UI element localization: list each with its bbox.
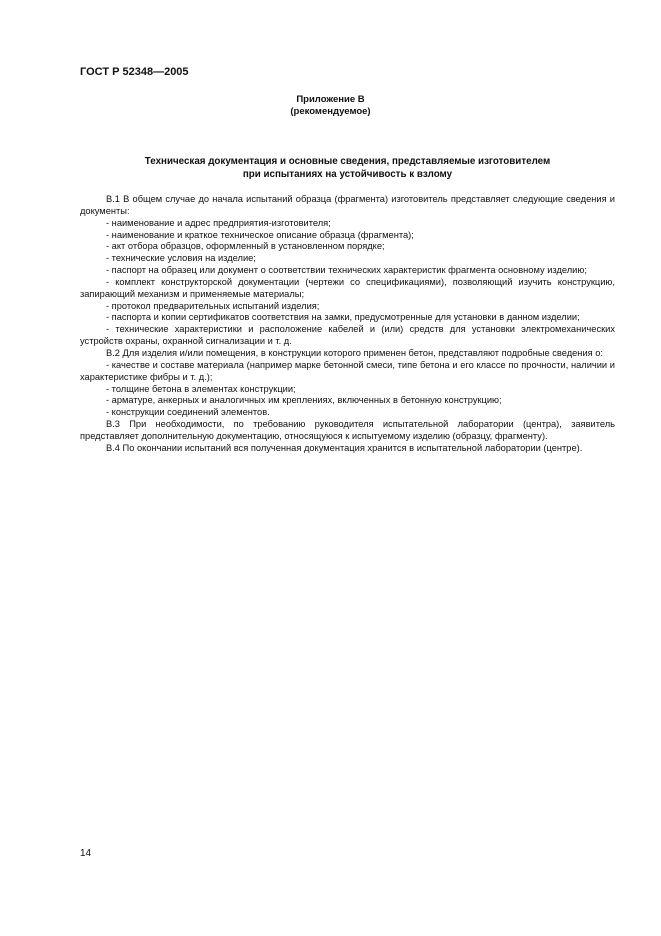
section-title-line-1: Техническая документация и основные сведения, представляемые изготовителем [144,156,551,167]
section-title-line-2: при испытаниях на устойчивость к взлому [242,169,453,180]
paragraph-b1: В.1 В общем случае до начала испытаний образца (фрагмента) изготовитель представляет следующие сведения и документы: [80,194,615,216]
appendix-label: Приложение В [296,94,365,105]
list-item: - качестве и составе материала (например марке бетонной смеси, типе бетона и его классе по прочности, наличии и характеристике фибры и т. д.); [80,359,615,382]
appendix-status: (рекомендуемое) [290,106,371,117]
list-item: - толщине бетона в элементах конструкции; [106,383,296,394]
list-item: - акт отбора образцов, оформленный в установленном порядке; [106,241,385,252]
standard-header: ГОСТ Р 52348—2005 [80,66,189,78]
page-number: 14 [80,848,92,859]
list-item: - технические характеристики и расположение кабелей и (или) средств для установки электромеханических устройств охраны, охранной сигнализации и т. д. [80,324,615,347]
paragraph-b2: В.2 Для изделия и/или помещения, в конструкции которого применен бетон, представляют подробные сведения о: [106,347,604,358]
appendix-heading [0,94,661,118]
document-body [80,194,615,455]
list-item: - конструкции соединений элементов. [106,407,270,418]
list-item: - протокол предварительных испытаний изделия; [106,300,320,311]
list-item: - паспорт на образец или документ о соответствии технических характеристик фрагмента основному изделию; [106,265,587,276]
paragraph-b4: В.4 По окончании испытаний вся полученная документация хранится в испытательной лаборатории (центре). [106,442,583,453]
list-item: - технические условия на изделие; [106,253,256,264]
list-item: - наименование и краткое техническое описание образца (фрагмента); [106,229,414,240]
list-item: - наименование и адрес предприятия-изготовителя; [106,217,331,228]
list-item: - паспорта и копии сертификатов соответствия на замки, предусмотренные для установки в данном изделии; [106,312,580,323]
paragraph-b3: В.3 При необходимости, по требованию руководителя испытательной лаборатории (центра), заявитель представляет дополнительную документацию, относящуюся к испытуемому изделию (образцу, фрагменту). [80,419,615,441]
list-item: - арматуре, анкерных и аналогичных им креплениях, включенных в бетонную конструкцию; [106,395,502,406]
list-item: - комплект конструкторской документации (чертежи со спецификациями), позволяющий изучить конструкцию, запирающий механизм и применяемые материалы; [80,276,615,299]
section-title [80,155,615,181]
